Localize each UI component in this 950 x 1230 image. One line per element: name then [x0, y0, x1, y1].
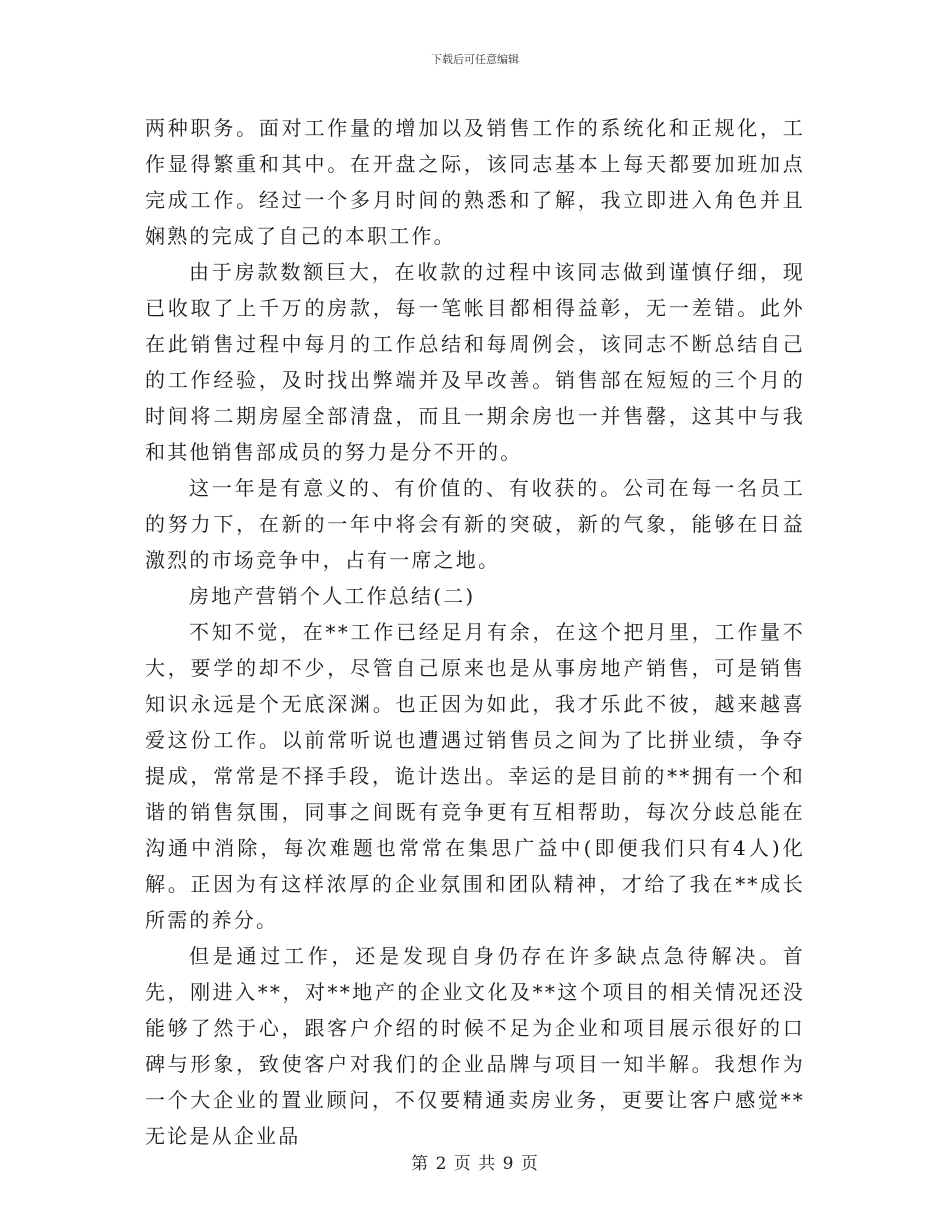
paragraph-1: 两种职务。面对工作量的增加以及销售工作的系统化和正规化，工作显得繁重和其中。在开盘之际，该同志基本上每天都要加班加点完成工作。经过一个多月时间的熟悉和了解，我立即进入角色并且娴熟的完成了自己的本职工作。: [145, 116, 805, 248]
paragraph-3: 这一年是有意义的、有价值的、有收获的。公司在每一名员工的努力下，在新的一年中将会有新的突破，新的气象，能够在日益激烈的市场竞争中，占有一席之地。: [145, 476, 805, 572]
paragraph-2: 由于房款数额巨大，在收款的过程中该同志做到谨慎仔细，现已收取了上千万的房款，每一笔帐目都相得益彰，无一差错。此外在此销售过程中每月的工作总结和每周例会，该同志不断总结自己的工作经验，及时找出弊端并及早改善。销售部在短短的三个月的时间将二期房屋全部清盘，而且一期余房也一并售罄，这其中与我和其他销售部成员的努力是分不开的。: [145, 260, 805, 464]
document-body: [145, 110, 805, 1154]
paragraph-5: 但是通过工作，还是发现自身仍存在许多缺点急待解决。首先，刚进入**，对**地产的企业文化及**这个项目的相关情况还没能够了然于心，跟客户介绍的时候不足为企业和项目展示很好的口碑与形象，致使客户对我们的企业品牌与项目一知半解。我想作为一个大企业的置业顾问，不仅要精通卖房业务，更要让客户感觉**无论是从企业品: [145, 944, 805, 1148]
paragraph-4: 不知不觉，在**工作已经足月有余，在这个把月里，工作量不大，要学的却不少，尽管自己原来也是从事房地产销售，可是销售知识永远是个无底深渊。也正因为如此，我才乐此不彼，越来越喜爱这份工作。以前常听说也遭遇过销售员之间为了比拼业绩，争夺提成，常常是不择手段，诡计迭出。幸运的是目前的**拥有一个和谐的销售氛围，同事之间既有竞争更有互相帮助，每次分歧总能在沟通中消除，每次难题也常常在集思广益中(即便我们只有4人)化解。正因为有这样浓厚的企业氛围和团队精神，才给了我在**成长所需的养分。: [145, 620, 805, 932]
section-heading: 房地产营销个人工作总结(二): [189, 584, 476, 608]
page-number: 第 2 页 共 9 页: [411, 1154, 539, 1174]
page-header: 下载后可任意编辑: [431, 53, 519, 66]
